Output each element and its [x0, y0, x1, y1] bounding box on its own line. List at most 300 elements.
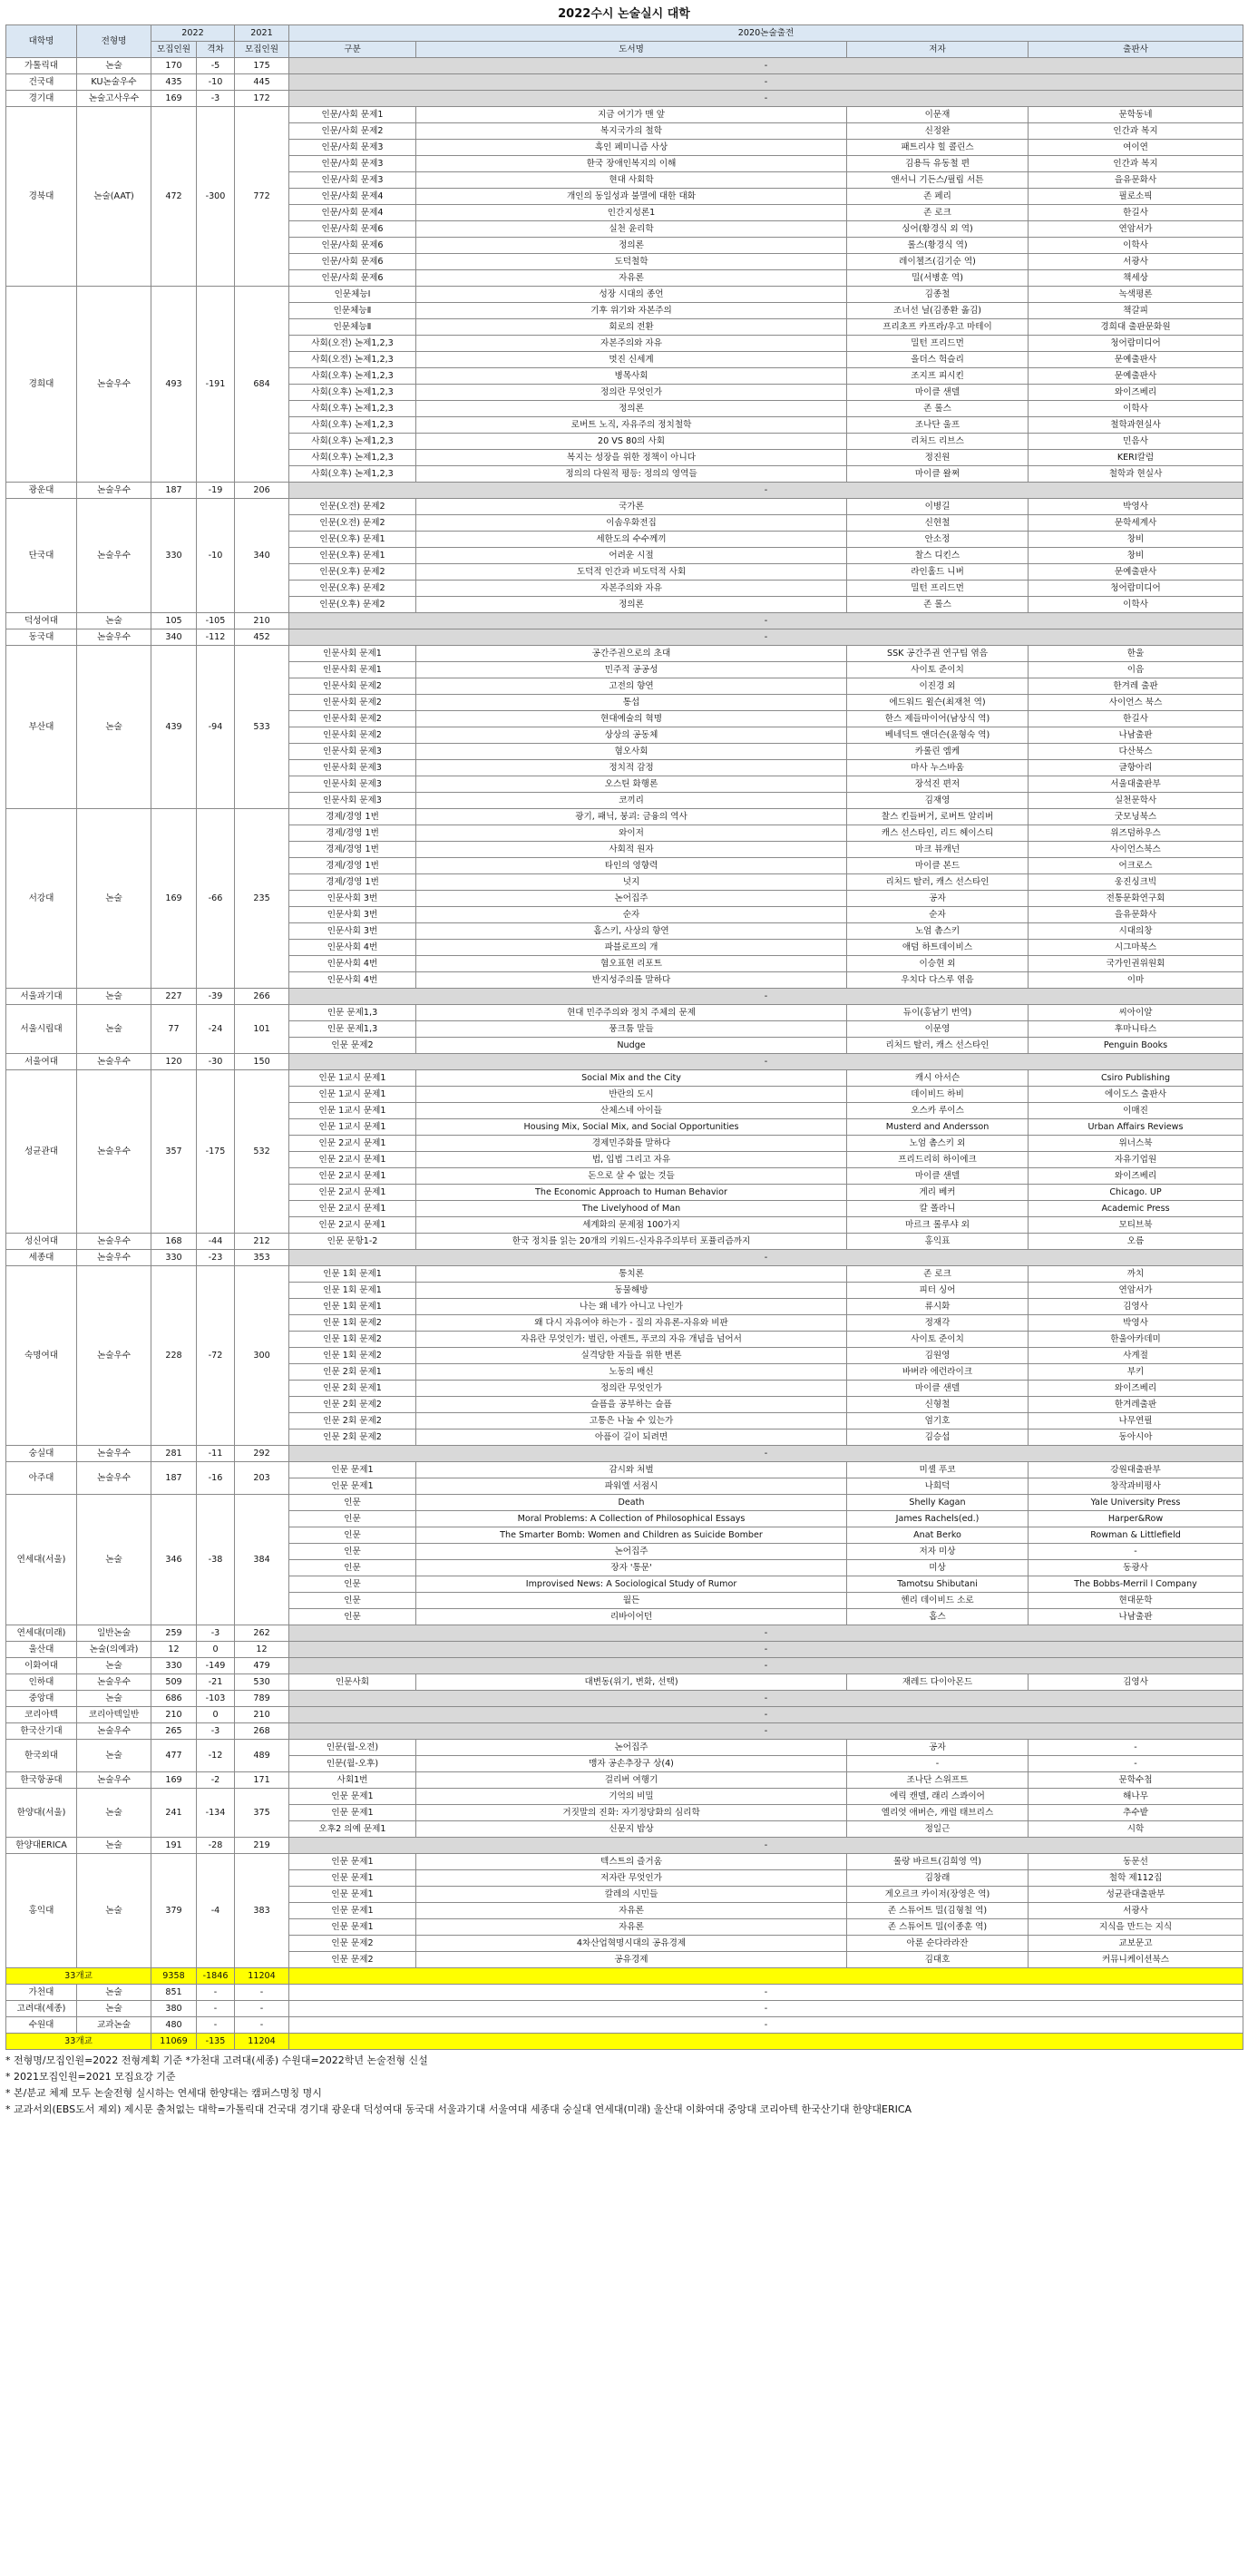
book-author: 마이클 샌델 [847, 385, 1029, 401]
book-publisher: 이매진 [1029, 1103, 1243, 1119]
book-category: 인문 문제1 [289, 1903, 416, 1919]
book-publisher: Penguin Books [1029, 1038, 1243, 1054]
book-publisher: 위너스북 [1029, 1136, 1243, 1152]
book-author: 순자 [847, 907, 1029, 923]
book-publisher: 굿모닝북스 [1029, 809, 1243, 825]
book-category: 사회(오전) 논제1,2,3 [289, 352, 416, 368]
table-row [6, 1266, 1243, 1283]
no-source-cell: - [289, 483, 1243, 499]
book-author: 마이클 샌델 [847, 1381, 1029, 1397]
table-row [6, 1234, 1243, 1250]
table-row [6, 1446, 1243, 1462]
book-author: 이진경 외 [847, 678, 1029, 695]
book-title: 대변동(위기, 변화, 선택) [416, 1674, 847, 1691]
book-publisher: 창작과비평사 [1029, 1478, 1243, 1495]
admission-type: 논술 [77, 1495, 151, 1625]
year-2021-header: 2021 [235, 25, 289, 42]
recruit-2021: 452 [235, 629, 289, 646]
book-author: 프리초프 카프라/우고 마테이 [847, 319, 1029, 336]
recruit-diff: -16 [197, 1462, 235, 1495]
recruit-diff: -10 [197, 74, 235, 91]
recruit-2021: 101 [235, 1005, 289, 1054]
univ-name: 경북대 [6, 107, 77, 287]
table-row [6, 1495, 1243, 1511]
book-category: 사회(오후) 논제1,2,3 [289, 401, 416, 417]
recruit-diff: -21 [197, 1674, 235, 1691]
book-author: 정재각 [847, 1315, 1029, 1332]
book-author: 마이클 샌델 [847, 1168, 1029, 1185]
book-title: 사회적 원자 [416, 842, 847, 858]
book-category: 인문사회 문제2 [289, 678, 416, 695]
book-title: 한국 장애인복지의 이해 [416, 156, 847, 172]
book-category: 인문 1회 문제2 [289, 1332, 416, 1348]
recruit-2022: 480 [151, 2017, 197, 2034]
book-title: 멋진 신세계 [416, 352, 847, 368]
book-publisher: 문예출판사 [1029, 564, 1243, 581]
book-publisher: 전통문화연구회 [1029, 891, 1243, 907]
recruit-diff: -3 [197, 1723, 235, 1740]
book-title: 공유경제 [416, 1952, 847, 1968]
recruit-diff: -103 [197, 1691, 235, 1707]
book-author: 헨리 데이비드 소로 [847, 1593, 1029, 1609]
book-author: 조너선 닐(김종환 옮김) [847, 303, 1029, 319]
book-publisher: 이마 [1029, 972, 1243, 989]
book-category: 인문/사회 문제3 [289, 172, 416, 189]
book-title: 리바이어던 [416, 1609, 847, 1625]
book-author: 장석진 편저 [847, 776, 1029, 793]
recruit-diff: -10 [197, 499, 235, 613]
book-author: Shelly Kagan [847, 1495, 1029, 1511]
book-publisher: 을유문화사 [1029, 907, 1243, 923]
book-category: 인문/사회 문제1 [289, 107, 416, 123]
no-source-cell: - [289, 629, 1243, 646]
univ-name: 성신여대 [6, 1234, 77, 1250]
recruit-2022: 169 [151, 1772, 197, 1789]
book-author: 존 롤스 [847, 401, 1029, 417]
book-publisher: 와이즈베리 [1029, 1381, 1243, 1397]
table-row [6, 1674, 1243, 1691]
recruit-2021: 772 [235, 107, 289, 287]
book-category: 인문 2회 문제2 [289, 1413, 416, 1429]
recruit-diff: -175 [197, 1070, 235, 1234]
recruit-2022: 169 [151, 809, 197, 989]
book-author: 안소정 [847, 532, 1029, 548]
book-title: 법, 입법 그리고 자유 [416, 1152, 847, 1168]
recruit-diff: -3 [197, 1625, 235, 1642]
book-author: 마이클 왈쩌 [847, 466, 1029, 483]
book-category: 인문 문제2 [289, 1038, 416, 1054]
book-author: Tamotsu Shibutani [847, 1576, 1029, 1593]
book-author: 엘리엇 애버슨, 캐럴 태브리스 [847, 1805, 1029, 1821]
univ-name: 중앙대 [6, 1691, 77, 1707]
book-title: 통섭 [416, 695, 847, 711]
book-publisher: 여이연 [1029, 140, 1243, 156]
total-row [6, 2034, 1243, 2050]
book-author: 마사 누스바움 [847, 760, 1029, 776]
table-row [6, 1838, 1243, 1854]
recruit-2022: 259 [151, 1625, 197, 1642]
book-publisher: The Bobbs-Merril l Company [1029, 1576, 1243, 1593]
book-publisher: 위즈덤하우스 [1029, 825, 1243, 842]
book-author: 정일근 [847, 1821, 1029, 1838]
recruit-2022: 357 [151, 1070, 197, 1234]
book-author: 캐스 선스타인, 리드 헤이스티 [847, 825, 1029, 842]
new-univ-row [6, 1985, 1243, 2001]
book-author: 피터 싱어 [847, 1283, 1029, 1299]
book-author: 앤서니 기든스/필립 서튼 [847, 172, 1029, 189]
book-title: 칼레의 시민들 [416, 1887, 847, 1903]
book-publisher: 한겨레출판 [1029, 1397, 1243, 1413]
book-title: The Smarter Bomb: Women and Children as Suicide Bomber [416, 1527, 847, 1544]
book-title: 정의론 [416, 238, 847, 254]
book-publisher: 해나무 [1029, 1789, 1243, 1805]
footnote: * 본/분교 체제 모두 논술전형 실시하는 연세대 한양대는 캠퍼스명칭 명시 [5, 2087, 322, 2099]
book-publisher: 동광사 [1029, 1560, 1243, 1576]
recruit-2022: 210 [151, 1707, 197, 1723]
admission-type: 코리아텍일반 [77, 1707, 151, 1723]
book-title: 복지는 성장을 위한 정책이 아니다 [416, 450, 847, 466]
book-author: 밀턴 프리드먼 [847, 336, 1029, 352]
book-title: 공간주권으로의 초대 [416, 646, 847, 662]
book-publisher: 철학과 현실사 [1029, 466, 1243, 483]
book-author: 마이클 본드 [847, 858, 1029, 874]
book-author: 조나단 울프 [847, 417, 1029, 434]
book-category: 인문/사회 문제4 [289, 189, 416, 205]
book-title: 경제민주화를 말하다 [416, 1136, 847, 1152]
book-category: 경제/경영 1번 [289, 842, 416, 858]
total-recruit-2021: 11204 [235, 2034, 289, 2050]
recruit-2021: 384 [235, 1495, 289, 1625]
book-category: 인문체능Ⅱ [289, 303, 416, 319]
book-publisher: Academic Press [1029, 1201, 1243, 1217]
univ-name: 고려대(세종) [6, 2001, 77, 2017]
recruit-diff: -28 [197, 1838, 235, 1854]
header-row [6, 25, 1243, 42]
recruit-2021: 262 [235, 1625, 289, 1642]
table-row [6, 107, 1243, 123]
book-author: 존 로크 [847, 1266, 1029, 1283]
book-title: 감시와 처벌 [416, 1462, 847, 1478]
recruit-2022: 380 [151, 2001, 197, 2017]
univ-name: 이화여대 [6, 1658, 77, 1674]
book-title: 로버트 노직, 자유주의 정치철학 [416, 417, 847, 434]
book-publisher: 이학사 [1029, 597, 1243, 613]
book-category: 인문(오후) 문제1 [289, 532, 416, 548]
admission-type: 논술우수 [77, 499, 151, 613]
book-category: 인문 [289, 1544, 416, 1560]
book-category: 인문 1회 문제2 [289, 1348, 416, 1364]
no-source-cell: - [289, 1250, 1243, 1266]
total-recruit-2022: 11069 [151, 2034, 197, 2050]
univ-name: 성균관대 [6, 1070, 77, 1234]
footnote: * 전형명/모집인원=2022 전형계획 기준 *가천대 고려대(세종) 수원대=2022학년 논술전형 신설 [5, 2054, 428, 2066]
book-title: 민주적 공공성 [416, 662, 847, 678]
recruit-2022: 228 [151, 1266, 197, 1446]
admissions-table [5, 24, 1243, 2050]
book-category: 인문사회 문제2 [289, 711, 416, 727]
univ-name: 동국대 [6, 629, 77, 646]
admission-type: 논술 [77, 1789, 151, 1838]
table-row [6, 1707, 1243, 1723]
book-publisher: 교보문고 [1029, 1936, 1243, 1952]
book-publisher: 어크로스 [1029, 858, 1243, 874]
recruit-diff: -30 [197, 1054, 235, 1070]
book-publisher: - [1029, 1740, 1243, 1756]
book-publisher: Csiro Publishing [1029, 1070, 1243, 1087]
table-row [6, 1772, 1243, 1789]
book-category: 인문 2회 문제1 [289, 1364, 416, 1381]
admission-type: 논술 [77, 646, 151, 809]
no-source-cell: - [289, 2001, 1243, 2017]
book-author: 베네딕트 앤더슨(윤형숙 역) [847, 727, 1029, 744]
book-category: 인문 1교시 문제1 [289, 1119, 416, 1136]
recruit-2021: 235 [235, 809, 289, 989]
book-publisher: 한겨레 출판 [1029, 678, 1243, 695]
book-title: 20 VS 80의 사회 [416, 434, 847, 450]
recruit-diff: -191 [197, 287, 235, 483]
recruit-2021: 789 [235, 1691, 289, 1707]
book-category: 인문 문제2 [289, 1952, 416, 1968]
book-publisher: 책세상 [1029, 270, 1243, 287]
admission-type: 논술 [77, 1005, 151, 1054]
diff-header: 격차 [197, 42, 235, 58]
book-title: 홉스키, 사상의 향연 [416, 923, 847, 940]
book-title: 풍크툼 말들 [416, 1021, 847, 1038]
book-publisher: 책갈피 [1029, 303, 1243, 319]
book-author: SSK 공간주권 연구팀 엮음 [847, 646, 1029, 662]
book-author: 김재영 [847, 793, 1029, 809]
recruit-2021: 479 [235, 1658, 289, 1674]
recruit-2021: 175 [235, 58, 289, 74]
univ-header: 대학명 [6, 25, 77, 58]
book-title: 순자 [416, 907, 847, 923]
book-title: 월든 [416, 1593, 847, 1609]
book-publisher: 나남출판 [1029, 727, 1243, 744]
book-publisher: 추수밭 [1029, 1805, 1243, 1821]
book-title: 지금 여기가 맨 앞 [416, 107, 847, 123]
book-publisher: 박영사 [1029, 499, 1243, 515]
book-author: 싱어(황경식 외 역) [847, 221, 1029, 238]
recruit-2022: 346 [151, 1495, 197, 1625]
no-source-cell: - [289, 1691, 1243, 1707]
category-header: 구분 [289, 42, 416, 58]
book-publisher: 문학수첩 [1029, 1772, 1243, 1789]
book-title: 반란의 도시 [416, 1087, 847, 1103]
book-category: 경제/경영 1번 [289, 809, 416, 825]
book-title: 왜 다시 자유여야 하는가 - 질의 자유론-자유와 비판 [416, 1315, 847, 1332]
univ-name: 한양대ERICA [6, 1838, 77, 1854]
book-author: 찰스 킨들버거, 로버트 알리버 [847, 809, 1029, 825]
recruit-diff: -11 [197, 1446, 235, 1462]
book-category: 인문체능Ⅰ [289, 287, 416, 303]
book-author: 신현철 [847, 515, 1029, 532]
book-publisher: 박영사 [1029, 1315, 1243, 1332]
book-category: 인문/사회 문제6 [289, 270, 416, 287]
book-publisher: 나남출판 [1029, 1609, 1243, 1625]
total-label: 33개교 [6, 1968, 151, 1985]
table-row [6, 483, 1243, 499]
book-title: 고전의 향연 [416, 678, 847, 695]
recruit-2021: 445 [235, 74, 289, 91]
page-title: 2022수시 논술실시 대학 [558, 7, 690, 21]
book-author: 게리 베커 [847, 1185, 1029, 1201]
book-author: 프리드리히 하이에크 [847, 1152, 1029, 1168]
book-author: 재레드 다이아몬드 [847, 1674, 1029, 1691]
univ-name: 가톨릭대 [6, 58, 77, 74]
admission-type: 일반논술 [77, 1625, 151, 1642]
book-title: 돈으로 살 수 없는 것들 [416, 1168, 847, 1185]
book-category: 인문사회 문제3 [289, 776, 416, 793]
book-category: 인문 1회 문제1 [289, 1299, 416, 1315]
recruit-2021: 300 [235, 1266, 289, 1446]
book-title: 맹자 공손추장구 상(4) [416, 1756, 847, 1772]
book-title: Social Mix and the City [416, 1070, 847, 1087]
book-category: 인문 1교시 문제1 [289, 1103, 416, 1119]
recruit-2021: 532 [235, 1070, 289, 1234]
book-category: 사회1번 [289, 1772, 416, 1789]
book-publisher: 글항아리 [1029, 760, 1243, 776]
total-recruit-2021: 11204 [235, 1968, 289, 1985]
book-publisher: 성균관대출판부 [1029, 1887, 1243, 1903]
univ-name: 서울여대 [6, 1054, 77, 1070]
book-publisher: 사계절 [1029, 1348, 1243, 1364]
book-title: 반지성주의를 말하다 [416, 972, 847, 989]
book-author: 신형철 [847, 1397, 1029, 1413]
recruit-diff: -112 [197, 629, 235, 646]
univ-name: 경희대 [6, 287, 77, 483]
book-category: 인문 2교시 문제1 [289, 1152, 416, 1168]
total-label: 33개교 [6, 2034, 151, 2050]
book-publisher: 씨아이알 [1029, 1005, 1243, 1021]
book-title: 실격당한 자들을 위한 변론 [416, 1348, 847, 1364]
book-category: 인문 [289, 1609, 416, 1625]
admission-type: 논술(AAT) [77, 107, 151, 287]
book-category: 인문 1회 문제2 [289, 1315, 416, 1332]
book-publisher: - [1029, 1544, 1243, 1560]
book-author: 아룬 순다라라잔 [847, 1936, 1029, 1952]
book-category: 사회(오후) 논제1,2,3 [289, 466, 416, 483]
recruit-2021: - [235, 2001, 289, 2017]
book-title: 텍스트의 즐거움 [416, 1854, 847, 1870]
book-author: 리처드 탈러, 캐스 선스타인 [847, 874, 1029, 891]
admission-type: 논술우수 [77, 1250, 151, 1266]
book-author: 나희덕 [847, 1478, 1029, 1495]
book-publisher: 현대문학 [1029, 1593, 1243, 1609]
book-category: 인문 2교시 문제1 [289, 1201, 416, 1217]
univ-name: 서강대 [6, 809, 77, 989]
book-publisher: 녹색평론 [1029, 287, 1243, 303]
book-author: 홍익표 [847, 1234, 1029, 1250]
no-source-cell: - [289, 1054, 1243, 1070]
book-author: 공자 [847, 1740, 1029, 1756]
no-source-cell: - [289, 2017, 1243, 2034]
book-publisher: 한길사 [1029, 711, 1243, 727]
admission-type: 교과논술 [77, 2017, 151, 2034]
book-publisher: - [1029, 1756, 1243, 1772]
book-category: 인문 문제1,3 [289, 1021, 416, 1038]
book-author: 김종철 [847, 287, 1029, 303]
book-category: 인문/사회 문제4 [289, 205, 416, 221]
book-title: 흑인 페미니즘 사상 [416, 140, 847, 156]
recruit-diff: -134 [197, 1789, 235, 1838]
book-title: 파블로프의 개 [416, 940, 847, 956]
book-author: Musterd and Andersson [847, 1119, 1029, 1136]
recruit-2021: - [235, 2017, 289, 2034]
book-category: 사회(오후) 논제1,2,3 [289, 450, 416, 466]
no-source-cell: - [289, 989, 1243, 1005]
book-author: 저자 미상 [847, 1544, 1029, 1560]
book-publisher: 와이즈베리 [1029, 385, 1243, 401]
recruit-2022: 169 [151, 91, 197, 107]
recruit-2022: 105 [151, 613, 197, 629]
book-title: 복지국가의 철학 [416, 123, 847, 140]
book-title: 정의의 다원적 평등: 정의의 영역들 [416, 466, 847, 483]
no-source-cell: - [289, 74, 1243, 91]
book-author: 리처드 리브스 [847, 434, 1029, 450]
book-author: 노엄 촘스키 외 [847, 1136, 1029, 1152]
book-title: 자유론 [416, 1903, 847, 1919]
book-author: 패트리샤 힐 콜린스 [847, 140, 1029, 156]
book-title: Nudge [416, 1038, 847, 1054]
book-publisher: 동문선 [1029, 1854, 1243, 1870]
book-author: 조나단 스위프트 [847, 1772, 1029, 1789]
recruit-2022: 187 [151, 483, 197, 499]
book-category: 사회(오후) 논제1,2,3 [289, 385, 416, 401]
no-source-cell: - [289, 1658, 1243, 1674]
recruit-2021: 292 [235, 1446, 289, 1462]
no-source-cell: - [289, 1838, 1243, 1854]
admission-type: 논술우수 [77, 1674, 151, 1691]
book-publisher: 실천문학사 [1029, 793, 1243, 809]
admission-type: 논술 [77, 58, 151, 74]
book-author: 레이첼즈(김기순 역) [847, 254, 1029, 270]
book-title: 신문지 밥상 [416, 1821, 847, 1838]
no-source-cell: - [289, 1707, 1243, 1723]
table-row [6, 809, 1243, 825]
book-title: 혐오사회 [416, 744, 847, 760]
book-category: 인문 2회 문제2 [289, 1397, 416, 1413]
book-publisher: 와이즈베리 [1029, 1168, 1243, 1185]
book-title: 자유란 무엇인가: 벌린, 아렌트, 푸코의 자유 개념을 넘어서 [416, 1332, 847, 1348]
recruit-diff: -39 [197, 989, 235, 1005]
book-category: 인문 [289, 1511, 416, 1527]
book-title: 정의란 무엇인가 [416, 1381, 847, 1397]
total-empty [289, 2034, 1243, 2050]
recruit-2022: 168 [151, 1234, 197, 1250]
recruit-2021: 219 [235, 1838, 289, 1854]
book-title: 세계화의 문제점 100가지 [416, 1217, 847, 1234]
book-publisher: 김영사 [1029, 1674, 1243, 1691]
book-author: 김원영 [847, 1348, 1029, 1364]
recruit-diff: - [197, 2001, 235, 2017]
book-category: 인문체능Ⅱ [289, 319, 416, 336]
book-title: 오스틴 화행론 [416, 776, 847, 793]
recruit-2022: 435 [151, 74, 197, 91]
book-publisher: 창비 [1029, 548, 1243, 564]
recruit-2022: 227 [151, 989, 197, 1005]
book-author: 라인홀드 니버 [847, 564, 1029, 581]
book-author: Anat Berko [847, 1527, 1029, 1544]
book-author: 캐시 아서슨 [847, 1070, 1029, 1087]
book-publisher: 오름 [1029, 1234, 1243, 1250]
recruit-2022: 493 [151, 287, 197, 483]
recruit-2021: 212 [235, 1234, 289, 1250]
admission-type: 논술우수 [77, 629, 151, 646]
book-category: 인문 2교시 문제1 [289, 1168, 416, 1185]
admission-type: 논술우수 [77, 1462, 151, 1495]
book-publisher: 필로소픽 [1029, 189, 1243, 205]
book-title: 와이저 [416, 825, 847, 842]
